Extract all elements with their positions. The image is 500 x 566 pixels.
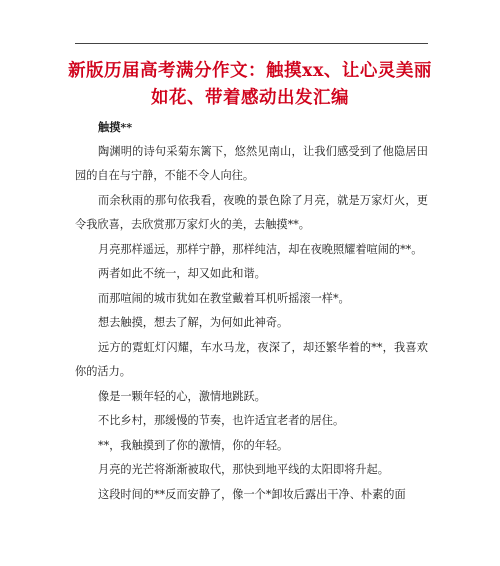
- paragraph: 想去触摸，想去了解，为何如此神奇。: [98, 316, 289, 329]
- paragraph: 不比乡村，那缓慢的节奏，也许适宜老者的居住。: [98, 414, 345, 427]
- paragraph: **，我触摸到了你的激情，你的年轻。: [98, 438, 289, 452]
- paragraph: 月亮的光芒将渐渐被取代，那快到地平线的太阳即将升起。: [98, 463, 389, 476]
- paragraph: 陶渊明的诗句采菊东篱下，悠然见南山，让我们感受到了他隐居田园的自在与宁静，不能不令人向往。: [75, 144, 428, 182]
- document-title: 新版历届高考满分作文：触摸xx、让心灵美丽如花、带着感动出发汇编: [68, 61, 432, 108]
- paragraph: 月亮那样遥远，那样宁静，那样纯洁，却在夜晚照耀着喧闹的**。: [98, 242, 423, 256]
- paragraph: 这段时间的**反而安静了，像一个*卸妆后露出干净、朴素的面: [98, 487, 406, 501]
- paragraph: 两者如此不统一，却又如此和谐。: [98, 267, 266, 280]
- header-rule: [75, 43, 428, 44]
- paragraph: 远方的霓虹灯闪耀，车水马龙，夜深了，却还繁华着的**，我喜欢你的活力。: [75, 340, 428, 378]
- document-body: [75, 115, 428, 507]
- paragraph: 而余秋雨的那句依我看，夜晚的景色除了月亮，就是万家灯火，更令我欣喜，去欣赏那万家灯火的美，去触摸**。: [75, 193, 428, 231]
- paragraph: 而那喧闹的城市犹如在教堂戴着耳机听摇滚一样*。: [98, 291, 350, 305]
- paragraph: 像是一颗年轻的心，激情地跳跃。: [98, 389, 266, 403]
- section-heading: 触摸**: [98, 120, 133, 134]
